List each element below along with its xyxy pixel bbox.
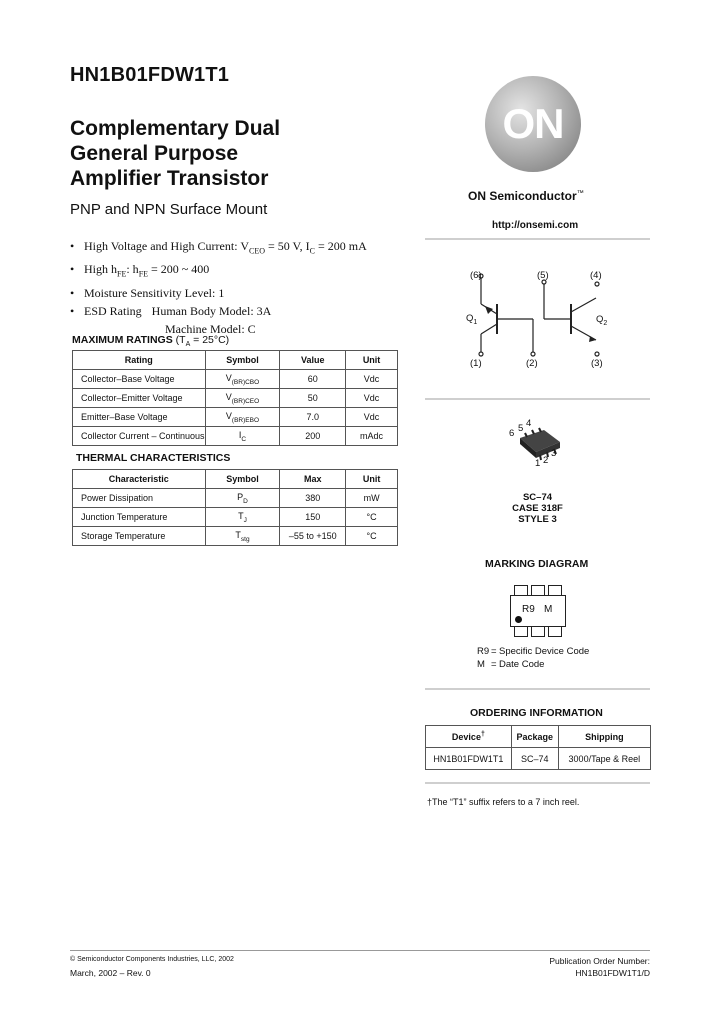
pin-label-5: (5) [537,270,549,281]
pin-label-4: (4) [590,270,602,281]
marking-code: R9 [522,604,535,615]
publication-label: Publication Order Number: [549,956,650,966]
package-pin-5: 5 [518,423,524,434]
ordering-title: ORDERING INFORMATION [470,707,603,719]
table-row: Collector–Emitter Voltage $V_{(BR)CEO}$ 50 Vdc [73,389,398,408]
package-pin-4: 4 [526,418,532,429]
marking-lead [531,626,545,637]
marking-body [510,595,566,627]
divider [425,688,650,690]
table-row: Junction Temperature $T_J$ 150 °C [73,508,398,527]
marking-date-code: M [544,604,553,615]
table-header-row: Characteristic Symbol Max Unit [73,470,398,489]
table-row: Power Dissipation $P_D$ 380 mW [73,489,398,508]
publication-number: HN1B01FDW1T1/D [575,968,650,978]
ordering-table [425,725,651,770]
table-row: Collector Current – Continuous $I_C$ 200 mAdc [73,427,398,446]
pin-label-2: (2) [526,358,538,369]
package-pin-3: 3 [551,448,557,459]
feature-item-msl: • Moisture Sensitivity Level: 1 [70,284,367,302]
divider [425,238,650,240]
subheadline: PNP and NPN Surface Mount [70,201,268,218]
on-semi-logo: ON [485,76,581,172]
legend-item: M = Date Code [477,659,545,670]
package-pin-1: 1 [535,458,541,469]
feature-item-esd-machine: Machine Model: C [165,321,256,336]
marking-lead [514,626,528,637]
headline-line-2: General Purpose [70,142,239,165]
pin1-dot [515,616,522,623]
feature-item-hfe: • High $h_{FE}$: $h_{FE} = 200$ ~ 400 [70,260,367,283]
table-row: Emitter–Base Voltage $V_{(BR)EBO}$ 7.0 Vdc [73,408,398,427]
marking-legend [477,645,589,671]
table-header-row: Rating Symbol Value Unit [73,351,398,370]
q2-label: $Q_2$ [596,314,608,327]
pin-label-6: (6) [470,270,482,281]
table-row: Storage Temperature $T_{stg}$ –55 to +150 °C [73,527,398,546]
footer-rule [70,950,650,951]
website-link[interactable]: http://onsemi.com [492,220,579,231]
part-number-title: HN1B01FDW1T1 [70,64,230,86]
feature-list [70,237,367,338]
pin-label-3: (3) [591,358,603,369]
revision-date: March, 2002 – Rev. 0 [70,968,151,978]
headline-line-3: Amplifier Transistor [70,167,269,190]
package-style: STYLE 3 [518,514,557,525]
legend-item: R9 = Specific Device Code [477,646,590,657]
max-ratings-table [72,350,398,446]
brand-name: ON Semiconductor™ [468,189,584,203]
table-header-row: Device† Package Shipping [426,726,651,748]
table-row: HN1B01FDW1T1 SC–74 3000/Tape & Reel [426,748,651,770]
ordering-footnote: †The “T1” suffix refers to a 7 inch reel. [427,797,580,807]
max-ratings-title: MAXIMUM RATINGS $(T_A = 25^\circ C)$ [72,334,230,349]
divider [425,398,650,400]
table-row: Collector–Base Voltage $V_{(BR)CBO}$ 60 Vdc [73,370,398,389]
divider [425,782,650,784]
feature-item-esd: • ESD Rating Human Body Model: 3A [70,302,367,320]
pin-label-1: (1) [470,358,482,369]
q1-label: $Q_1$ [466,313,478,326]
feature-item-voltage-current: • High Voltage and High Current: $V_{CEO} = 50$ V, $I_C = 200$ mA [70,237,367,260]
package-pin-2: 2 [543,455,549,466]
thermal-table [72,469,398,546]
headline [70,116,280,191]
marking-lead [548,626,562,637]
headline-line-1: Complementary Dual [70,117,281,140]
package-name: SC–74 [522,492,553,503]
thermal-title: THERMAL CHARACTERISTICS [76,452,231,464]
package-info [480,492,595,525]
package-pin-6: 6 [509,428,515,439]
package-case: CASE 318F [512,503,563,514]
copyright: © Semiconductor Components Industries, LLC, 2002 [70,956,234,963]
marking-title: MARKING DIAGRAM [485,558,589,570]
